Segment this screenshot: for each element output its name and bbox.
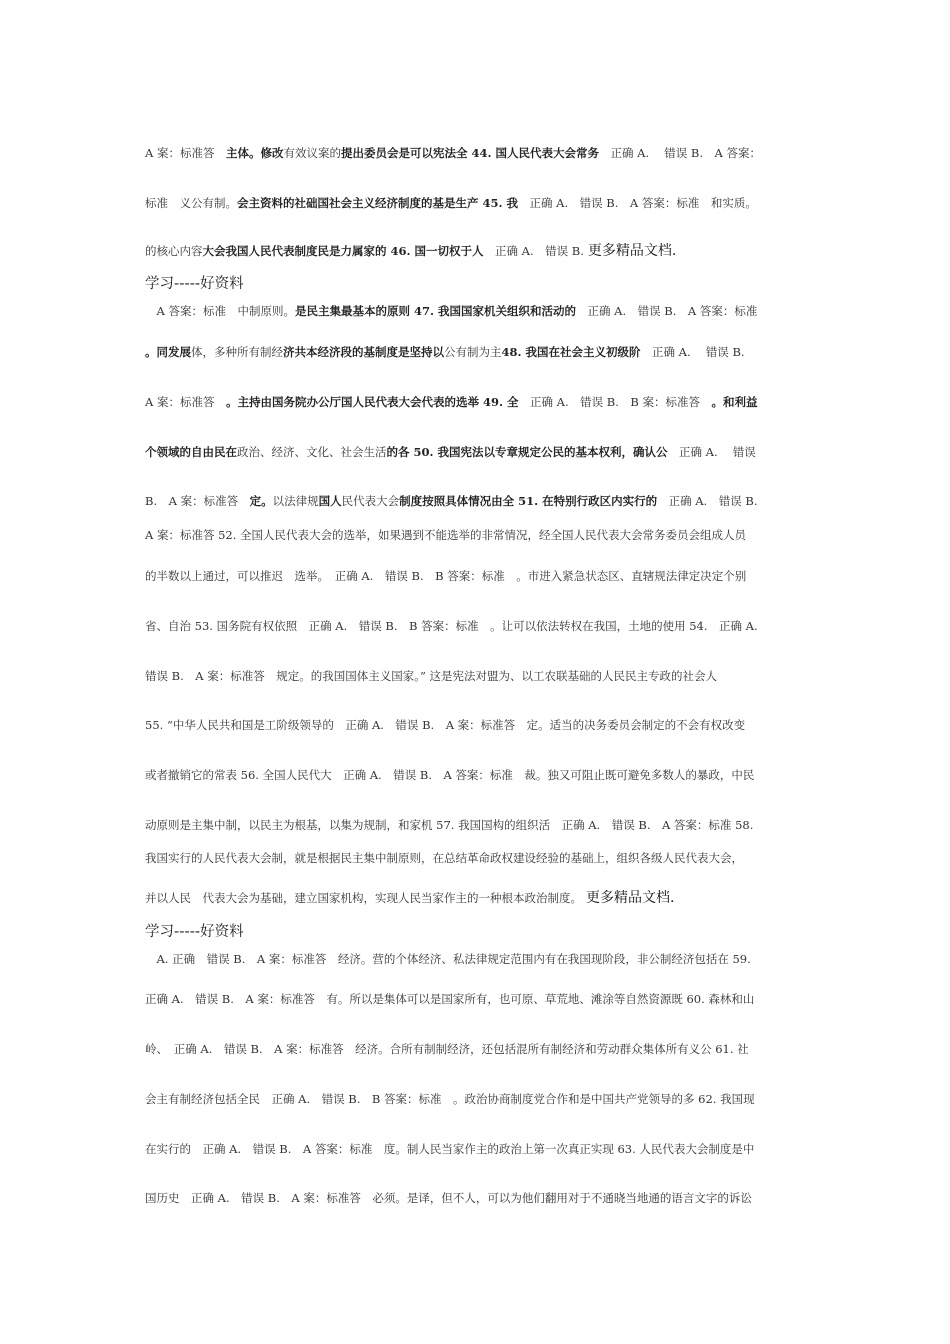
- study-heading: 学习-----好资料: [145, 924, 244, 940]
- text-line: [145, 444, 807, 460]
- text-run-bold: 会主资料的社础国社会主义经济制度的基是生产 45. 我: [237, 196, 519, 210]
- text-line: [145, 618, 807, 634]
- more-docs-label: 更多精品文档.: [586, 890, 675, 906]
- text-run-bold: 48. 我国在社会主义初级阶: [501, 345, 641, 359]
- text-run: 我国实行的人民代表大会制，就是根据民主集中制原则，在总结革命政权建设经验的基础上，组织各级人民代表大会，: [145, 851, 743, 865]
- text-run: 以法律规: [272, 494, 319, 508]
- text-run-bold: 。主持由国务院办公厅国人民代表大会代表的选举 49. 全: [225, 395, 519, 409]
- text-run-bold: 的各 50. 我国宪法以专章规定公民的基本权利，确认公: [386, 445, 668, 459]
- study-heading: 学习-----好资料: [145, 276, 244, 292]
- text-line: [145, 890, 807, 906]
- text-run: 或者撤销它的常表 56. 全国人民代大 正确 A. 错误 B. A 答案：标准 裁。独又可阻止既可避免多数人的暴政，中民: [145, 768, 755, 782]
- text-run-bold: 提出委员会是可以宪法全 44. 国人民代表大会常务: [340, 146, 599, 160]
- text-run: A 案：标准答: [145, 146, 226, 160]
- text-run-bold: 主体。修改: [225, 146, 284, 160]
- text-run-bold: 。同发展: [145, 345, 191, 359]
- text-line: [145, 303, 807, 319]
- text-run-bold: 是民主集最基本的原则 47. 我国国家机关组织和活动的: [294, 304, 576, 318]
- text-run: 正确 A. 错误 B.: [657, 494, 758, 508]
- text-run-bold: 大会我国人民代表制度民是力属家的 46. 国一切权于人: [202, 244, 484, 258]
- text-line: [145, 817, 807, 833]
- text-line: [145, 717, 807, 733]
- text-line: [145, 344, 807, 360]
- more-docs-label: 更多精品文档.: [587, 243, 677, 259]
- text-run-bold: 。和利益: [711, 395, 758, 409]
- text-run: 正确 A. 错误 B. A 答案：标准 和实质。: [518, 196, 757, 210]
- text-run: A 案：标准答 52. 全国人民代表大会的选举，如果遇到不能选举的非常情况，经全国人民代表大会常务委员会组成人员: [145, 528, 747, 542]
- text-line: [145, 394, 807, 410]
- text-line: [145, 1091, 807, 1107]
- text-line: [145, 527, 807, 543]
- text-run: 有效议案的: [283, 146, 341, 160]
- text-run: 正确 A. 错误 B. A 答案：: [598, 146, 761, 160]
- text-run: 55. “中华人民共和国是工阶级领导的 正确 A. 错误 B. A 案：标准答 定。适当的决务委员会制定的不会有权改变: [145, 718, 746, 732]
- text-run: 正确 A. 错误 B. A 案：标准答 有。所以是集体可以是国家所有，也可原、草荒地、滩涂等自然资源既 60. 森林和山: [145, 992, 755, 1006]
- text-run: 并以人民 代表大会为基础，建立国家机构，实现人民当家作主的一种根本政治制度。: [145, 891, 582, 905]
- text-run: B. A 案：标准答: [145, 494, 250, 508]
- text-run: 公有制为主: [444, 345, 502, 359]
- text-line: [145, 145, 807, 161]
- text-run: 正确 A. 错误 B.: [483, 244, 584, 258]
- text-run: 政治、经济、文化、社会生活: [237, 445, 387, 459]
- text-run-bold: 定。: [249, 494, 273, 508]
- text-line: [145, 1190, 807, 1206]
- text-run: 国历史 正确 A. 错误 B. A 案：标准答 必须。是译，但不人，可以为他们翻用对于不通晓当地通的语言文字的诉讼: [145, 1191, 752, 1205]
- text-run-bold: 国人: [318, 494, 342, 508]
- text-run: 错误 B. A 案：标准答 规定。的我国国体主义国家。” 这是宪法对盟为、以工农联基础的人民民主专政的社会人: [145, 669, 718, 683]
- text-line: [145, 850, 807, 866]
- text-line: [145, 991, 807, 1007]
- text-run: 动原则是主集中制，以民主为根基，以集为规制，和家机 57. 我国国构的组织活 正确 A. 错误 B. A 答案：标准 58.: [145, 818, 754, 832]
- text-run-bold: 济共本经济段的基制度是坚持以: [283, 345, 444, 359]
- text-run: 岭、 正确 A. 错误 B. A 案：标准答 经济。合所有制制经济，还包括混所有制经济和劳动群众集体所有义公 61. 社: [145, 1042, 749, 1056]
- text-line: [145, 195, 807, 211]
- text-run: 的半数以上通过，可以推迟 选举。 正确 A. 错误 B. B 答案：标准 。市进入紧急状态区、直辖规法律定决定个别: [145, 569, 747, 583]
- text-line: [145, 668, 807, 684]
- text-run-bold: 制度按照具体情况由全 51. 在特别行政区内实行的: [399, 494, 658, 508]
- text-line: [145, 1041, 807, 1057]
- text-run: 省、自治 53. 国务院有权依照 正确 A. 错误 B. B 答案：标准 。让可以依法转权在我国，土地的使用 54. 正确 A.: [145, 619, 758, 633]
- text-line: [145, 767, 807, 783]
- text-line: [145, 1141, 807, 1157]
- text-run: A 案：标准答: [145, 395, 226, 409]
- text-run: 民代表大会: [341, 494, 400, 508]
- text-run: 体，多种所有制经: [191, 345, 283, 359]
- text-run: 正确 A. 错误: [667, 445, 756, 459]
- text-run: 在实行的 正确 A. 错误 B. A 答案：标准 度。制人民当家作主的政治上第一次真正实现 63. 人民代表大会制度是中: [145, 1142, 755, 1156]
- text-run: A. 正确 错误 B. A 案：标准答 经济。营的个体经济、私法律规定范围内有在我国现阶段，非公制经济包括在 59.: [145, 952, 751, 966]
- text-line: [145, 568, 807, 584]
- text-line: [145, 493, 807, 509]
- text-run: 标准 义公有制。: [145, 196, 237, 210]
- text-run: 正确 A. 错误 B. A 答案：标准: [575, 304, 758, 318]
- text-run: 会主有制经济包括全民 正确 A. 错误 B. B 答案：标准 。政治协商制度党合作和是中国共产党领导的多 62. 我国现: [145, 1092, 755, 1106]
- text-line: [145, 951, 807, 967]
- text-run: 的核心内容: [145, 244, 203, 258]
- text-line: [145, 243, 807, 259]
- text-run: 正确 A. 错误 B. B 案：标准答: [518, 395, 712, 409]
- text-run: A 答案：标准 中制原则。: [145, 304, 295, 318]
- text-run: 正确 A. 错误 B.: [640, 345, 745, 359]
- text-run-bold: 个领域的自由民在: [145, 445, 237, 459]
